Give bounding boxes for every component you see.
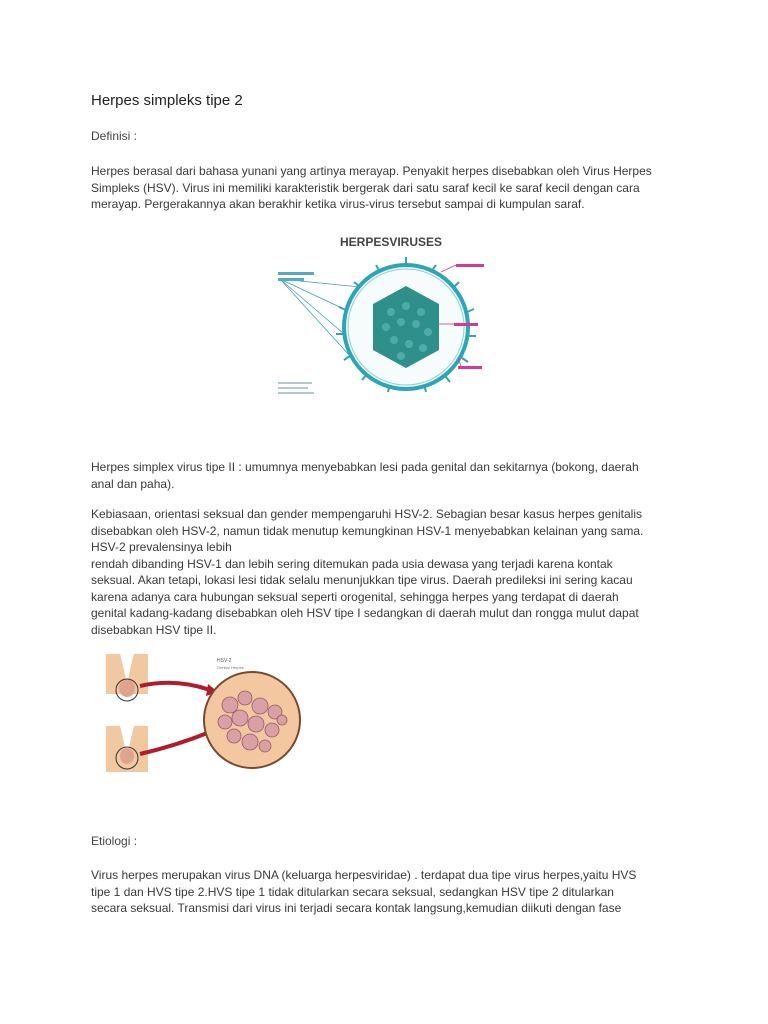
paragraph-line: genital kadang-kadang disebabkan oleh HSV tipe I sedangkan di daerah mulut dan rongga mulut dapat xyxy=(91,606,639,620)
body-illustration-bottom xyxy=(106,726,148,772)
paragraph-line: anal dan paha). xyxy=(91,476,175,491)
herpesvirus-heading: HERPESVIRUSES xyxy=(339,235,443,249)
label-glycoprotein xyxy=(278,272,314,275)
kebiasaan-paragraph xyxy=(91,506,691,638)
document-title: Herpes simpleks tipe 2 xyxy=(91,92,243,109)
paragraph-line: Virus herpes merupakan virus DNA (keluarga herpesviridae) . terdapat dua tipe virus herpes,yaitu HVS xyxy=(91,868,637,882)
paragraph-line: Kebiasaan, orientasi seksual dan gender mempengaruhi HSV-2. Sebagian besar kasus herpes genitalis xyxy=(91,507,643,521)
paragraph-line: secara seksual. Transmisi dari virus ini terjadi secara kontak langsung,kemudian diikuti dengan fase xyxy=(91,901,622,915)
definisi-paragraph xyxy=(91,163,691,213)
hsv2-heading: HSV-2 xyxy=(217,658,232,664)
label-tegument xyxy=(456,264,484,267)
etiologi-paragraph xyxy=(91,867,691,917)
paragraph-line: merayap. Pergerakannya akan berakhir ketika virus-virus tersebut sampai di kumpulan saraf. xyxy=(91,197,585,211)
herpesvirus-diagram xyxy=(276,232,486,400)
paragraph-line: Simpleks (HSV). Virus ini memiliki karakteristik bergerak dari satu saraf kecil ke saraf kecil dengan cara xyxy=(91,180,640,195)
caption-text xyxy=(278,382,312,384)
paragraph-line: seksual. Akan tetapi, lokasi lesi tidak selalu menunjukkan tipe virus. Daerah predileksi ini sering kacau xyxy=(91,573,633,587)
paragraph-line: tipe 1 dan HVS tipe 2.HVS tipe 1 tidak ditularkan secara seksual, sedangkan HSV tipe 2 ditularkan xyxy=(91,884,614,899)
etiologi-label: Etiologi : xyxy=(91,834,138,848)
paragraph-line: disebabkan HSV tipe II. xyxy=(91,622,217,637)
pointer-arrows xyxy=(140,683,210,754)
label-envelope xyxy=(458,366,482,369)
definisi-label: Definisi : xyxy=(91,129,138,143)
body-illustration-top xyxy=(106,654,148,701)
paragraph-line: Herpes simplex virus tipe II : umumnya menyebabkan lesi pada genital dan sekitarnya (bokong, daerah xyxy=(91,460,639,474)
label-capsid xyxy=(454,323,478,326)
genital-herpes-illustration xyxy=(100,650,305,782)
paragraph-line: disebabkan oleh HSV-2, namun tidak menutup kemungkinan HSV-1 menyebabkan kelainan yang sama. xyxy=(91,523,644,538)
paragraph-line: Herpes berasal dari bahasa yunani yang artinya merayap. Penyakit herpes disebabkan oleh Virus Herpes xyxy=(91,164,652,178)
paragraph-line: karena adanya cara hubungan seksual seperti orogenital, sehingga herpes yang terdapat di daerah xyxy=(91,589,619,604)
paragraph-line: HSV-2 prevalensinya lebih xyxy=(91,540,232,554)
genital-herpes-subheading: Genital Herpes xyxy=(217,665,244,670)
paragraph-line: rendah dibanding HSV-1 dan lebih sering ditemukan pada usia dewasa yang terjadi karena kontak xyxy=(91,556,613,571)
hsv2-paragraph xyxy=(91,459,691,492)
